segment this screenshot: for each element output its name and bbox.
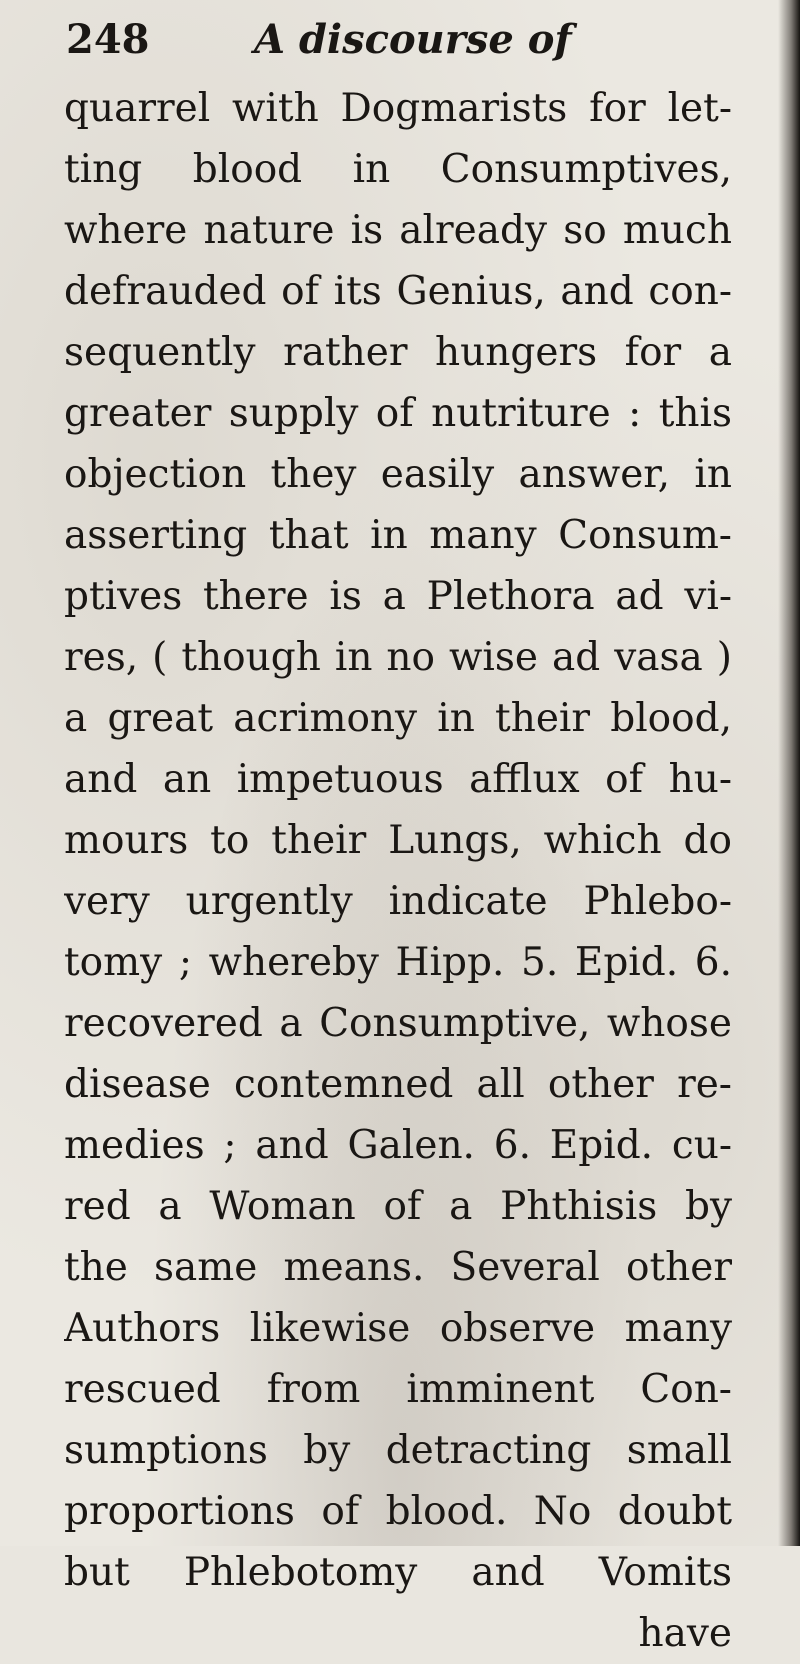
text-line: and an impetuous afflux of hu- — [64, 757, 732, 802]
text-line: Authors likewise observe many — [64, 1306, 732, 1351]
text-line: mours to their Lungs, which do — [64, 818, 732, 863]
text-line: red a Woman of a Phthisis by — [64, 1184, 732, 1229]
text-line: a great acrimony in their blood, — [64, 696, 732, 741]
text-line: rescued from imminent Con- — [64, 1367, 732, 1412]
text-line: objection they easily answer, in — [64, 452, 732, 497]
text-line: disease contemned all other re- — [64, 1062, 732, 1107]
text-line: the same means. Several other — [64, 1245, 732, 1290]
page-edge-shadow — [778, 0, 800, 1546]
text-line: defrauded of its Genius, and con- — [64, 269, 732, 314]
text-line: sumptions by detracting small — [64, 1428, 732, 1473]
text-line: asserting that in many Consum- — [64, 513, 732, 558]
text-line: ting blood in Consumptives, — [64, 147, 732, 192]
text-line: ptives there is a Plethora ad vi- — [64, 574, 732, 619]
catchword: have — [638, 1611, 732, 1656]
text-line: res, ( though in no wise ad vasa ) — [64, 635, 732, 680]
text-line: where nature is already so much — [64, 208, 732, 253]
text-line: very urgently indicate Phlebo- — [64, 879, 732, 924]
text-line: sequently rather hungers for a — [64, 330, 732, 375]
text-line: medies ; and Galen. 6. Epid. cu- — [64, 1123, 732, 1168]
running-head — [66, 10, 586, 70]
text-line: greater supply of nutriture : this — [64, 391, 732, 436]
text-line: but Phlebotomy and Vomits — [64, 1550, 732, 1595]
text-line: tomy ; whereby Hipp. 5. Epid. 6. — [64, 940, 732, 985]
running-head-title: A discourse of — [254, 16, 572, 63]
text-line: recovered a Consumptive, whose — [64, 1001, 732, 1046]
text-line: proportions of blood. No doubt — [64, 1489, 732, 1534]
page-number: 248 — [66, 16, 150, 63]
text-line: quarrel with Dogmarists for let- — [64, 86, 732, 131]
body-text — [64, 78, 732, 1664]
